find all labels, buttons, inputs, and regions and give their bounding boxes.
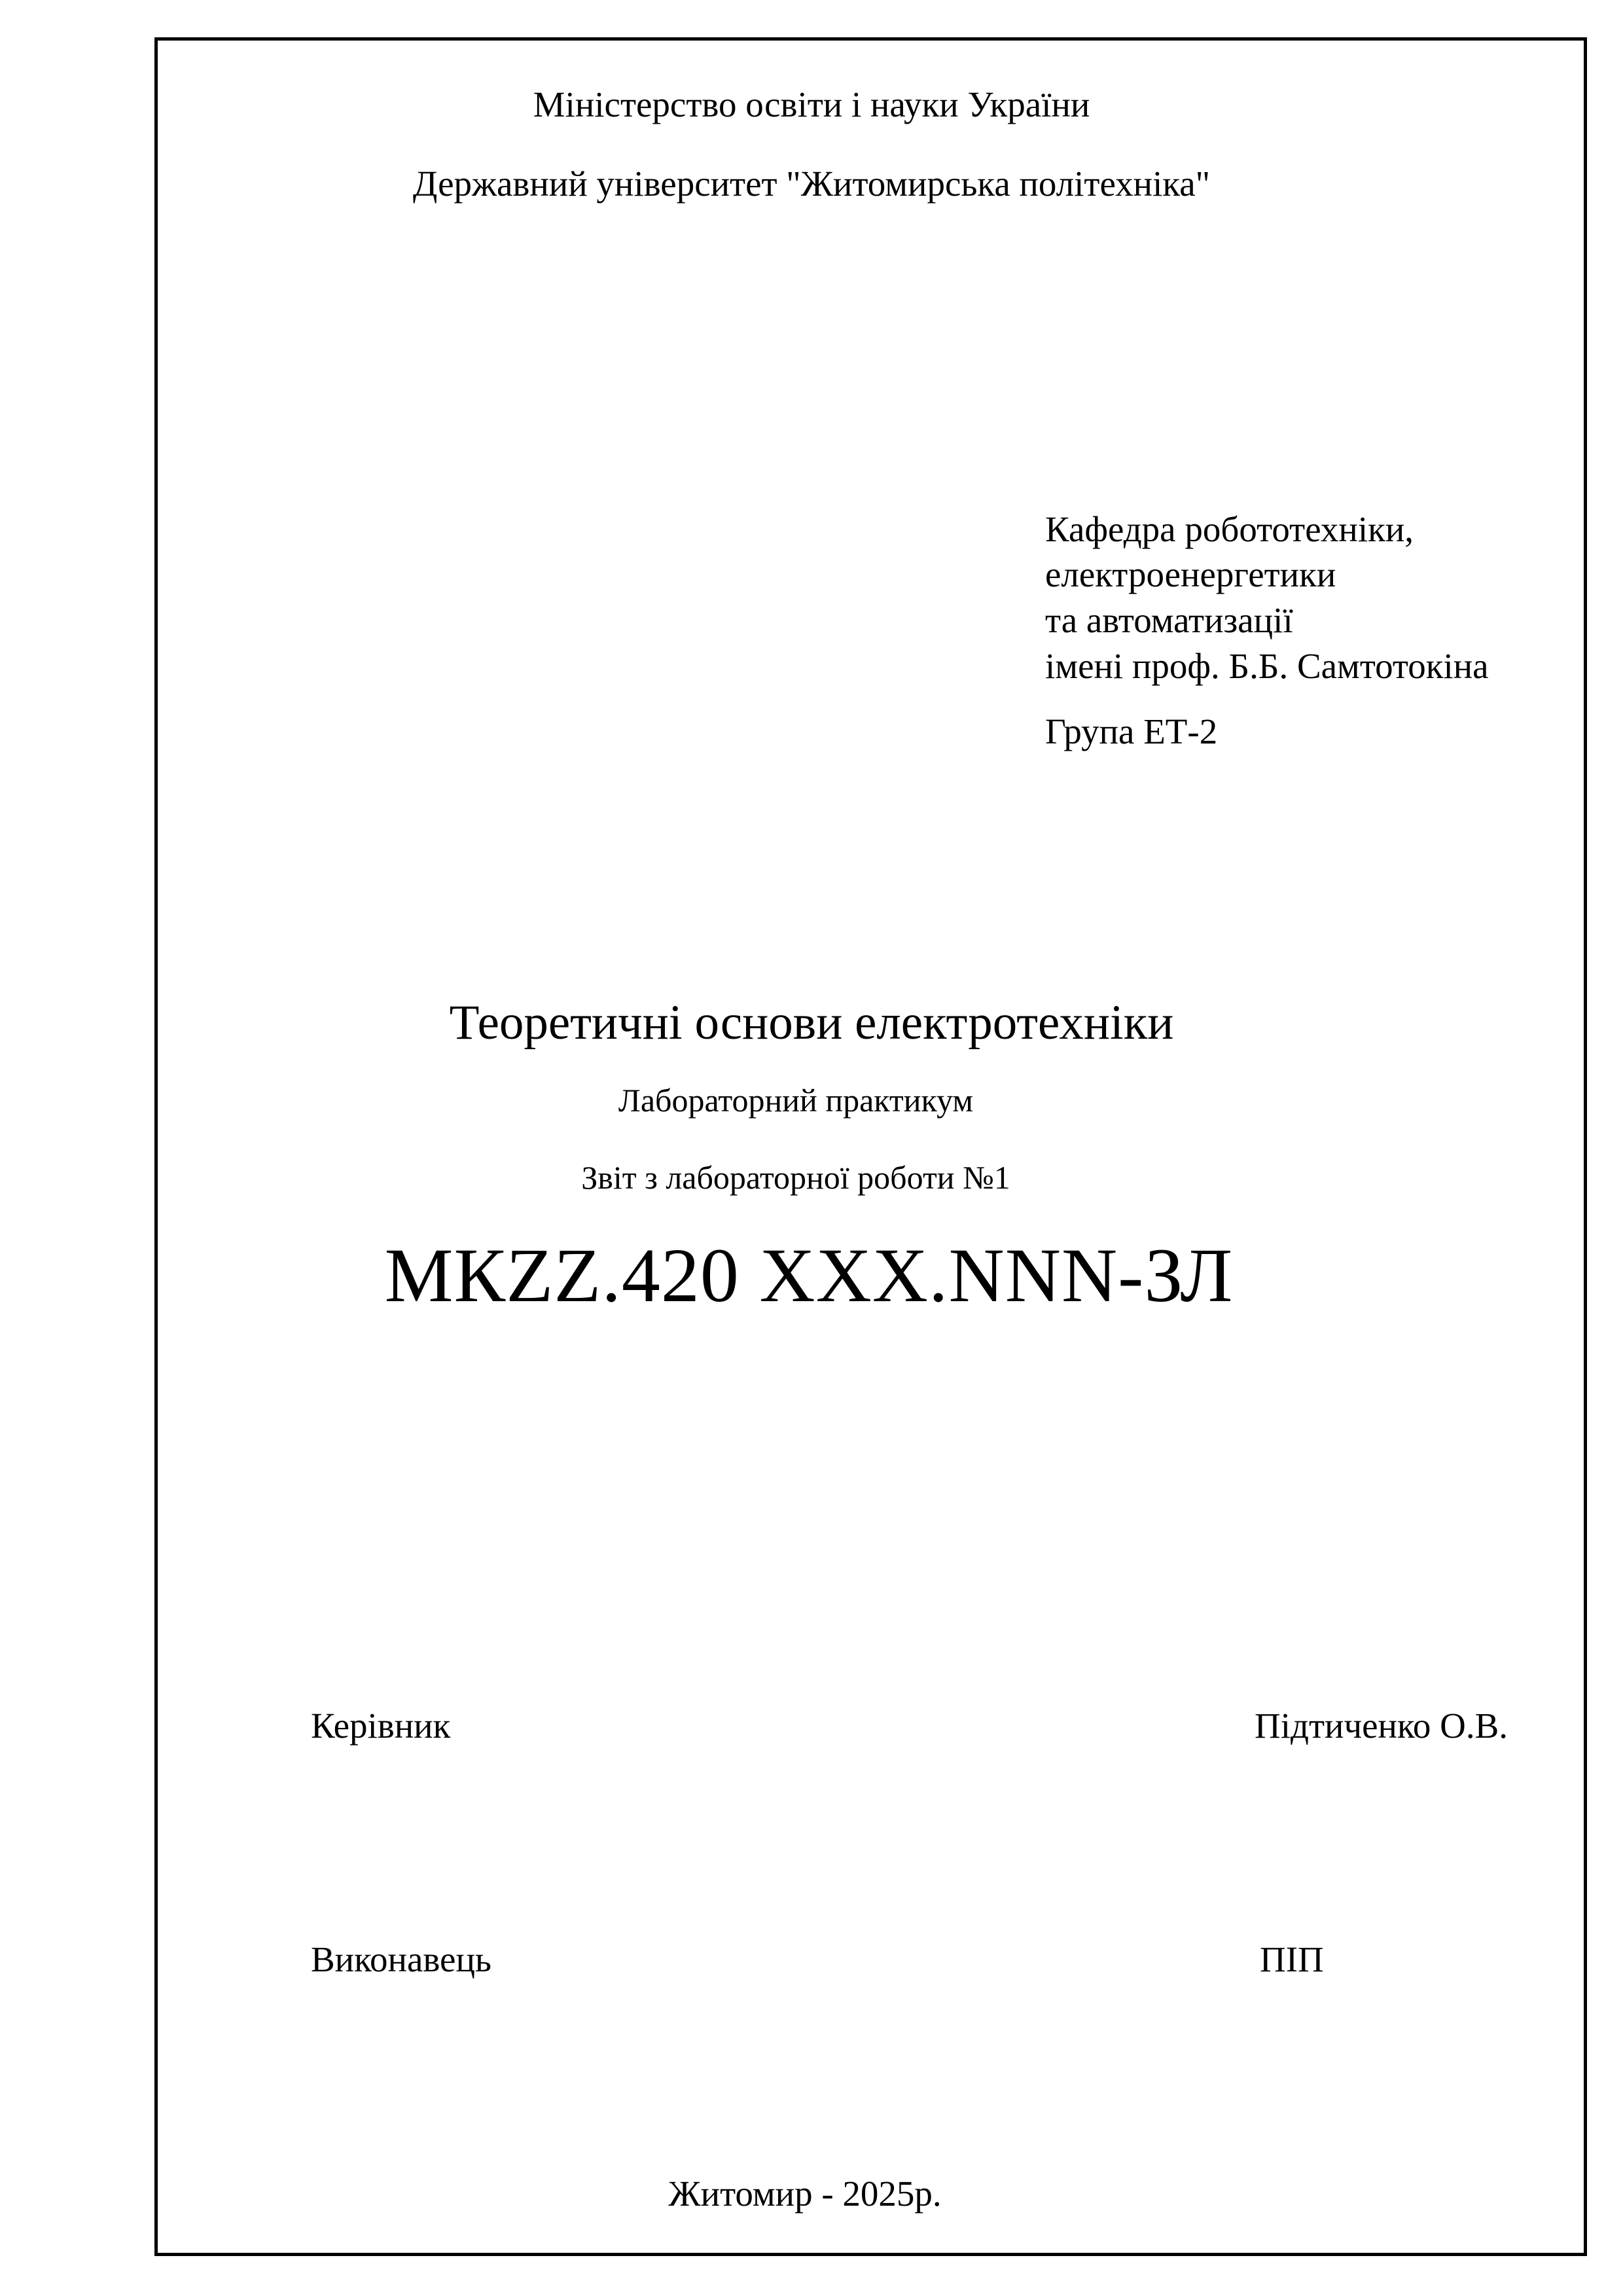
subject-title: Теоретичні основи електротехніки xyxy=(449,996,1174,1050)
ministry-heading: Міністерство освіти і науки України xyxy=(533,84,1090,124)
performer-label: Виконавець xyxy=(311,1939,491,1979)
page-border-frame xyxy=(154,37,1587,2256)
department-line-1: Кафедра робототехніки, xyxy=(1045,509,1414,549)
practicum-subtitle: Лабораторний практикум xyxy=(618,1082,974,1119)
supervisor-name: Підтиченко О.В. xyxy=(1255,1706,1508,1746)
city-year-footer: Житомир - 2025р. xyxy=(668,2174,942,2214)
supervisor-label: Керівник xyxy=(311,1706,451,1746)
group-label: Група ЕТ-2 xyxy=(1045,711,1218,751)
document-code: МКZZ.420 XXX.NNN-ЗЛ xyxy=(384,1232,1234,1318)
department-line-2: електроенергетики xyxy=(1045,554,1336,594)
university-heading: Державний університет "Житомирська політехніка" xyxy=(412,164,1211,204)
department-line-3: та автоматизації xyxy=(1045,600,1293,640)
department-line-4: імені проф. Б.Б. Самтотокіна xyxy=(1045,646,1489,686)
report-subtitle: Звіт з лабораторної роботи №1 xyxy=(581,1159,1010,1196)
performer-name: ПІП xyxy=(1260,1939,1324,1979)
